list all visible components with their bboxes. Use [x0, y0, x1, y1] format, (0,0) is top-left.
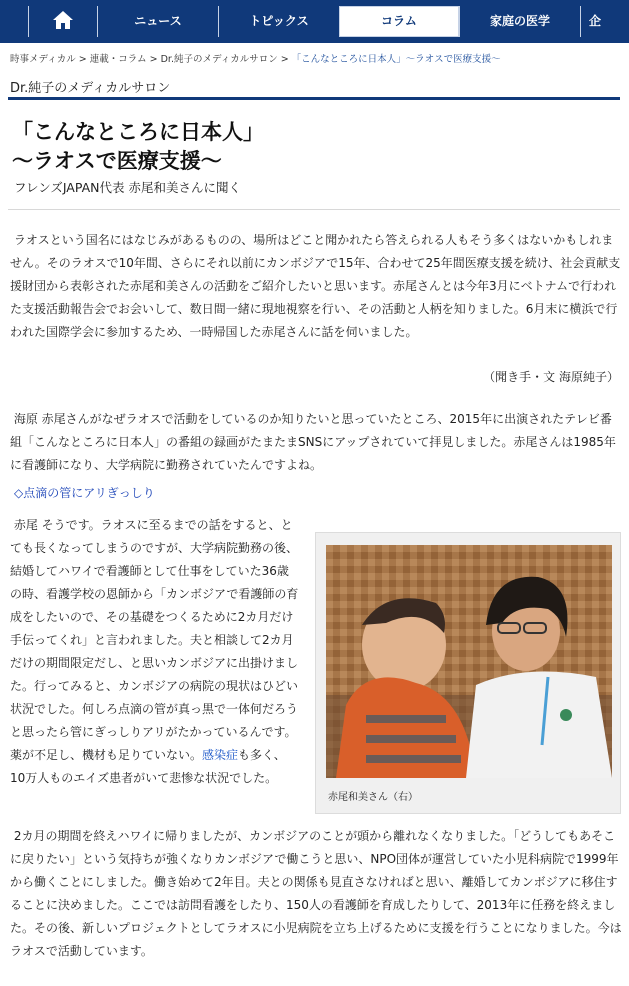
- question-paragraph: [10, 408, 622, 477]
- breadcrumb-item-jiji-medical[interactable]: 時事メディカル: [10, 54, 76, 65]
- nav-home[interactable]: [28, 6, 97, 37]
- photo-caption: 赤尾和美さん（右）: [328, 792, 418, 803]
- article-photo[interactable]: [326, 545, 612, 778]
- breadcrumb-current: 「こんなところに日本人」～ラオスで医療支援～: [291, 54, 501, 65]
- breadcrumb-separator: >: [78, 54, 87, 65]
- photo-figure: [315, 532, 621, 814]
- article-title-line-1: 「こんなところに日本人」: [12, 120, 264, 144]
- intro-paragraph: [10, 229, 622, 344]
- title-divider: [8, 209, 620, 210]
- nav-column[interactable]: コラム: [339, 6, 459, 37]
- breadcrumb-item-series[interactable]: 連載・コラム: [89, 54, 147, 65]
- photo-illustration: [326, 545, 612, 778]
- article-title-line-2: ～ラオスで医療支援～: [12, 149, 222, 173]
- infectious-disease-link[interactable]: 感染症: [202, 748, 239, 762]
- section-divider: [8, 97, 620, 100]
- answer-paragraph-2: [10, 825, 622, 963]
- nav-news[interactable]: ニュース: [97, 6, 218, 37]
- nav-more[interactable]: 企: [580, 6, 629, 37]
- answer-2-text: 2カ月の期間を終えハワイに帰りましたが、カンボジアのことが頭から離れなくなりました。「どうしてもあそこに戻りたい」という気持ちが強くなりカンボジアで働こうと思い、NPO団体が運営していた小児科病院で1999年から働くことにしました。働き始めて2年目。夫との関係も見直さなければと思い、離婚してカンボジアに移住することに決めました。ここでは訪問看護をしたり、150人の看護師を育成したりして、2013年に任務を終えました。その後、新しいプロジェクトとしてラオスに小児病院を立ち上げるために支援を行うことになりました。今はラオスで活動しています。: [10, 829, 622, 958]
- question-text: 海原 赤尾さんがなぜラオスで活動をしているのか知りたいと思っていたところ、2015年に出演されたテレビ番組「こんなところに日本人」の番組の録画がたまたまSNSにアップされていて拝見しました。赤尾さんは1985年に看護師になり、大学病院に勤務されていたんですよね。: [10, 412, 616, 472]
- intro-text: ラオスという国名にはなじみがあるものの、場所はどこと聞かれたら答えられる人もそう多くはないかもしれません。そのラオスで10年間、さらにそれ以前にカンボジアで15年、合わせて25年間医療支援を続け、社会貢献支援財団から表彰された赤尾和美さんの活動をご紹介したいと思います。赤尾さんとは今年3月にベトナムで行われた支援活動報告会でお会いして、数日間一緒に現地視察を行い、その活動と人柄を知りました。6月末に横浜で行われた国際学会に参加するため、一時帰国した赤尾さんに話を伺いました。: [10, 233, 621, 339]
- top-navigation: [0, 0, 629, 43]
- breadcrumb: [10, 51, 625, 65]
- nav-home-medicine[interactable]: 家庭の医学: [459, 6, 580, 37]
- answer-paragraph: [10, 514, 300, 790]
- breadcrumb-item-salon[interactable]: Dr.純子のメディカルサロン: [160, 54, 278, 65]
- nav-topics[interactable]: トピックス: [218, 6, 339, 37]
- interviewer-credit: （聞き手・文 海原純子）: [483, 370, 619, 384]
- article-title: [12, 118, 612, 176]
- home-icon: [52, 10, 74, 30]
- section-heading: ◇点滴の管にアリぎっしり: [14, 486, 155, 500]
- breadcrumb-separator: >: [280, 54, 289, 65]
- article-subtitle: フレンズJAPAN代表 赤尾和美さんに聞く: [14, 180, 241, 195]
- answer-text-before: 赤尾 そうです。ラオスに至るまでの話をすると、とても長くなってしまうのですが、大学病院勤務の後、結婚してハワイで看護師として仕事をしていた36歳の時、看護学校の恩師から「カンボジアで看護師の育成をしたいので、その基礎をつくるために2カ月だけ手伝ってくれ」と言われました。夫と相談して2カ月だけの期間限定だし、と思いカンボジアに出掛けました。行ってみると、カンボジアの病院の現状はひどい状況でした。何しろ点滴の管が真っ黒で一体何だろうと思ったら管にぎっしりアリがたかっているんです。薬が不足し、機材も足りていない。: [10, 518, 299, 762]
- section-label[interactable]: Dr.純子のメディカルサロン: [10, 81, 171, 96]
- answer-text-after: も多く、10万人ものエイズ患者がいて悲惨な状況でした。: [10, 748, 286, 785]
- breadcrumb-separator: >: [149, 54, 158, 65]
